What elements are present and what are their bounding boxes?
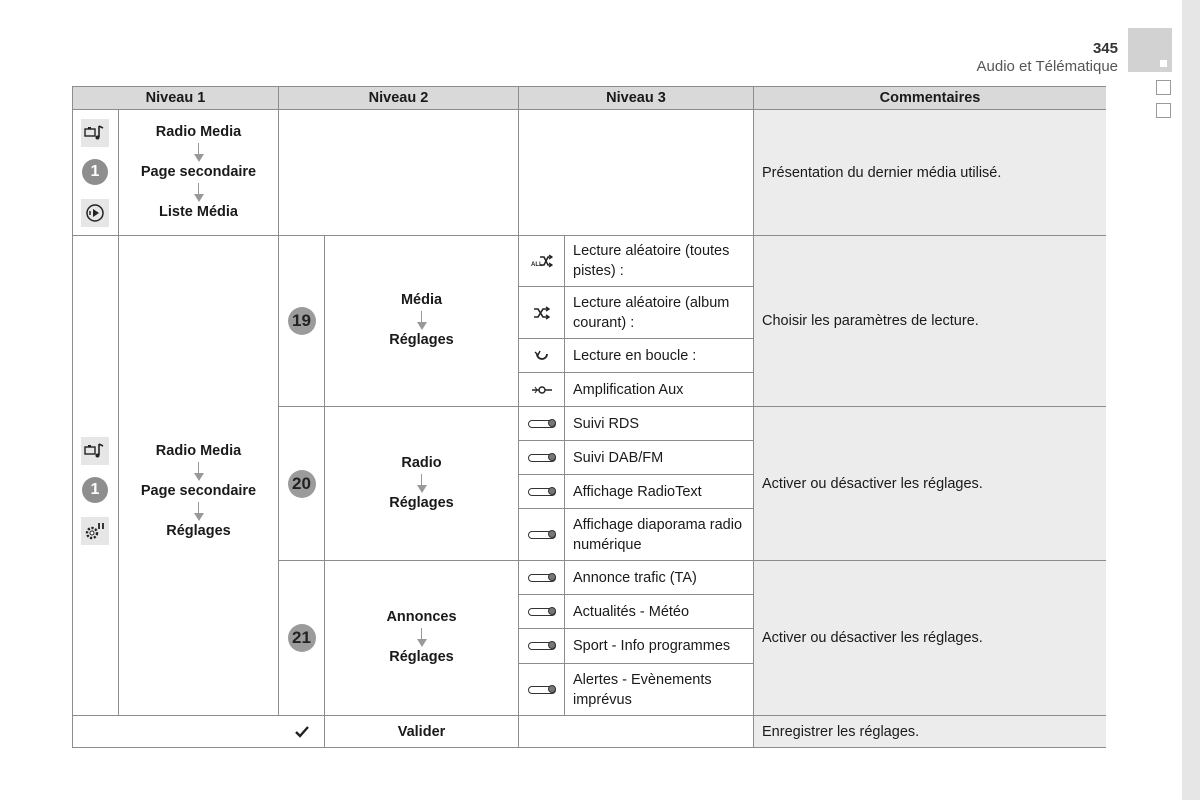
toggle-icon bbox=[519, 407, 565, 441]
setting-sport: Sport - Info programmes bbox=[565, 629, 754, 664]
chapter-tab bbox=[1156, 103, 1171, 118]
media-source-icon bbox=[81, 437, 109, 465]
setting-shuffle-album: Lecture aléatoire (album courant) : bbox=[565, 287, 754, 339]
chapter-tab-active bbox=[1128, 28, 1172, 72]
setting-radiotext: Affichage RadioText bbox=[565, 475, 754, 509]
arrow-down-icon bbox=[193, 142, 205, 163]
nav-settings: Réglages bbox=[389, 649, 454, 665]
svg-text:ALL: ALL bbox=[530, 262, 543, 268]
setting-aux-amplification: Amplification Aux bbox=[565, 373, 754, 407]
nav-settings: Réglages bbox=[389, 332, 454, 348]
menu-table bbox=[72, 86, 1106, 748]
nav-announcements: Annonces bbox=[386, 609, 457, 625]
secondary-page-badge: 1 bbox=[82, 477, 108, 503]
media-comment: Choisir les paramètres de lecture. bbox=[754, 236, 1106, 407]
aux-amplification-icon bbox=[519, 373, 565, 407]
header-level2: Niveau 2 bbox=[279, 87, 519, 110]
toggle-icon bbox=[519, 561, 565, 595]
row1-icons bbox=[73, 110, 119, 236]
radio-level2 bbox=[325, 407, 519, 561]
arrow-down-icon bbox=[416, 627, 428, 648]
arrow-down-icon bbox=[193, 501, 205, 522]
validate-level3 bbox=[519, 716, 754, 747]
nav-secondary-page: Page secondaire bbox=[140, 164, 257, 180]
step-19-badge: 19 bbox=[288, 307, 316, 335]
nav-secondary-page: Page secondaire bbox=[140, 483, 257, 499]
arrow-down-icon bbox=[416, 473, 428, 494]
arrow-down-icon bbox=[193, 461, 205, 482]
step-21-badge: 21 bbox=[288, 624, 316, 652]
checkmark-icon bbox=[279, 716, 325, 747]
radio-comment: Activer ou désactiver les réglages. bbox=[754, 407, 1106, 561]
chapter-tab bbox=[1156, 80, 1171, 95]
shuffle-album-icon bbox=[519, 287, 565, 339]
header-comments: Commentaires bbox=[754, 87, 1106, 110]
setting-rds: Suivi RDS bbox=[565, 407, 754, 441]
setting-traffic: Annonce trafic (TA) bbox=[565, 561, 754, 595]
setting-repeat: Lecture en boucle : bbox=[565, 339, 754, 373]
toggle-icon bbox=[519, 475, 565, 509]
announcements-number-cell bbox=[279, 561, 325, 716]
settings-gear-icon bbox=[81, 517, 109, 545]
toggle-icon bbox=[519, 664, 565, 716]
media-number-cell bbox=[279, 236, 325, 407]
arrow-down-icon bbox=[416, 310, 428, 331]
nav-settings: Réglages bbox=[166, 523, 231, 539]
shuffle-all-icon bbox=[519, 236, 565, 287]
media-source-icon bbox=[81, 119, 109, 147]
arrow-down-icon bbox=[193, 182, 205, 203]
nav-radio: Radio bbox=[401, 455, 442, 471]
section-title: Audio et Télématique bbox=[976, 58, 1118, 75]
header-level1: Niveau 1 bbox=[73, 87, 279, 110]
toggle-icon bbox=[519, 509, 565, 561]
nav-settings: Réglages bbox=[389, 495, 454, 511]
toggle-icon bbox=[519, 441, 565, 475]
validate-label: Valider bbox=[325, 716, 519, 747]
setting-shuffle-all: Lecture aléatoire (toutes pistes) : bbox=[565, 236, 754, 287]
toggle-icon bbox=[519, 629, 565, 664]
row1-comment: Présentation du dernier média utilisé. bbox=[754, 110, 1106, 236]
step-20-badge: 20 bbox=[288, 470, 316, 498]
radio-number-cell bbox=[279, 407, 325, 561]
repeat-icon bbox=[519, 339, 565, 373]
setting-slideshow: Affichage diaporama radio numérique bbox=[565, 509, 754, 561]
setting-alerts: Alertes - Evènements imprévus bbox=[565, 664, 754, 716]
nav-media: Média bbox=[400, 292, 443, 308]
announcements-comment: Activer ou désactiver les réglages. bbox=[754, 561, 1106, 716]
page-edge bbox=[1182, 0, 1200, 800]
list-media-icon bbox=[81, 199, 109, 227]
header-level3: Niveau 3 bbox=[519, 87, 754, 110]
page-number: 345 bbox=[1092, 40, 1118, 57]
row1-level1 bbox=[119, 110, 279, 236]
nav-radio-media: Radio Media bbox=[155, 124, 242, 140]
secondary-page-badge: 1 bbox=[82, 159, 108, 185]
row1-level2 bbox=[279, 110, 519, 236]
setting-news-weather: Actualités - Météo bbox=[565, 595, 754, 629]
announcements-level2 bbox=[325, 561, 519, 716]
media-level2 bbox=[325, 236, 519, 407]
toggle-icon bbox=[519, 595, 565, 629]
block2-level1 bbox=[119, 236, 279, 716]
setting-dab-fm: Suivi DAB/FM bbox=[565, 441, 754, 475]
nav-radio-media: Radio Media bbox=[155, 443, 242, 459]
row1-level3 bbox=[519, 110, 754, 236]
block2-icons bbox=[73, 236, 119, 716]
nav-media-list: Liste Média bbox=[159, 204, 238, 220]
validate-comment: Enregistrer les réglages. bbox=[754, 716, 1106, 747]
